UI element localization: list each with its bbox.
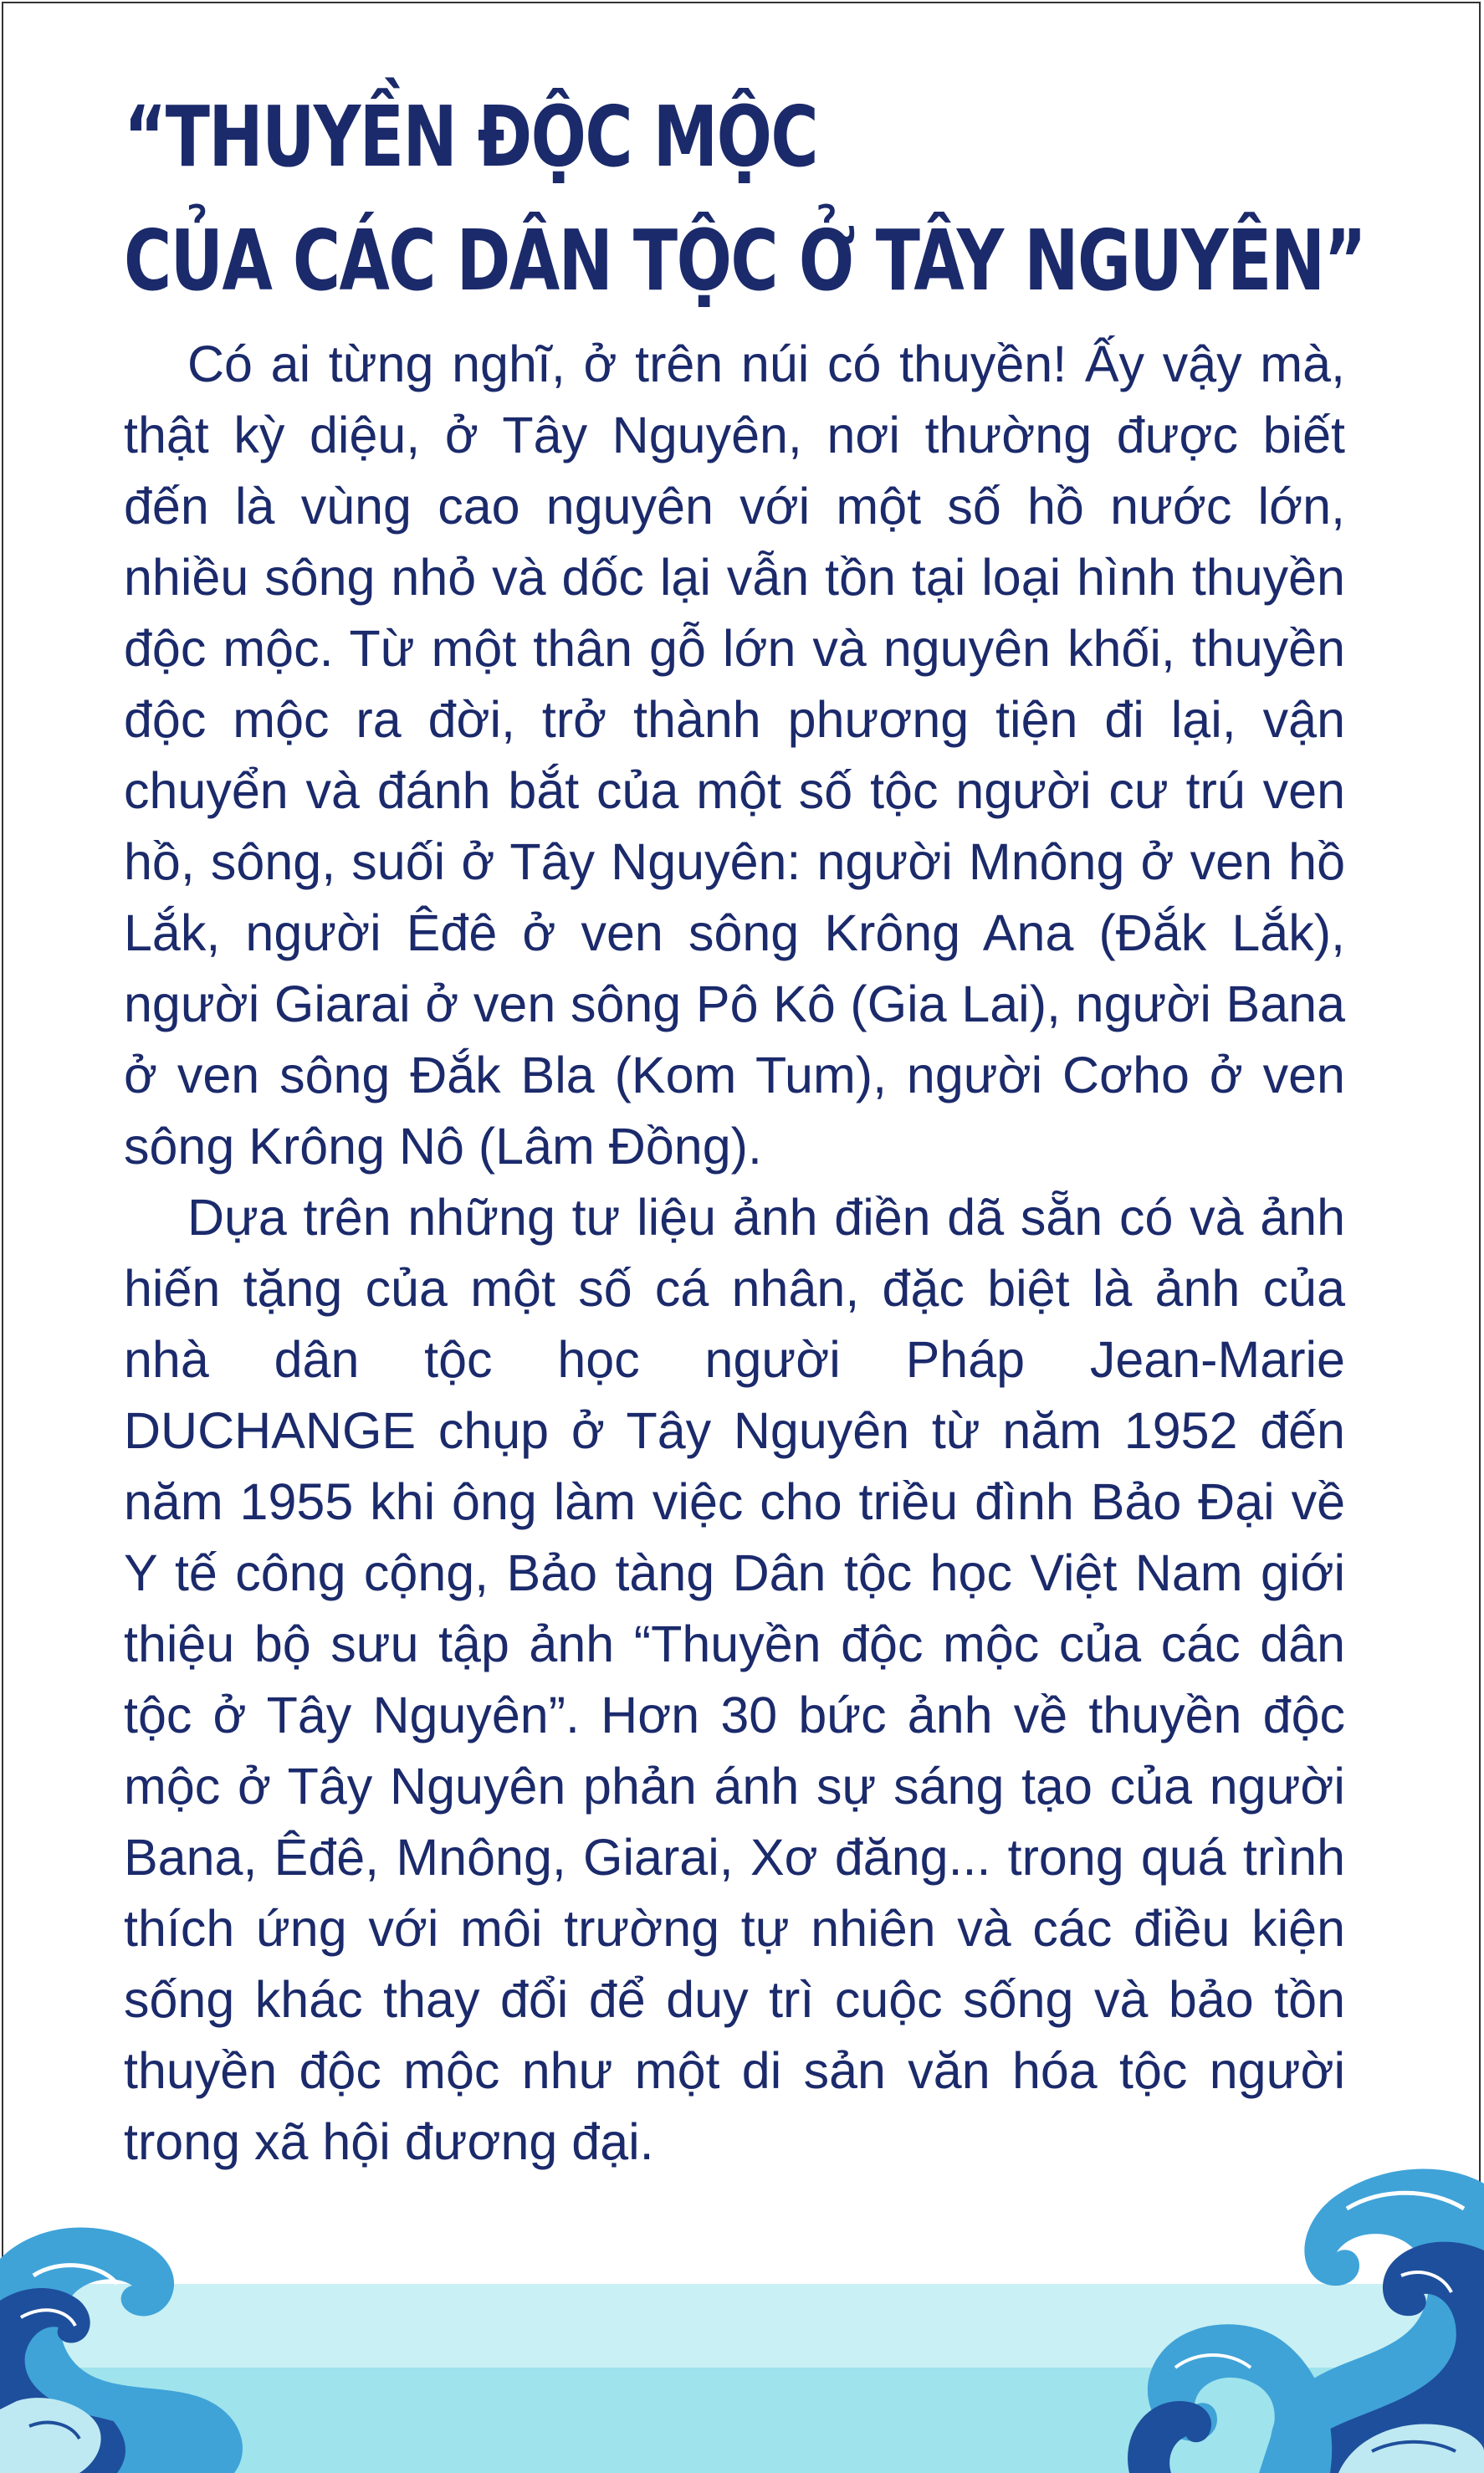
paragraph-2: Dựa trên những tư liệu ảnh điền dã sẵn có và ảnh hiến tặng của một số cá nhân, đặc biệt là ảnh của nhà dân tộc học người Pháp Jean-Marie DUCHANGE chụp ở Tây Nguyên từ năm 1952 đến năm 1955 khi ông làm việc cho triều đình Bảo Đại về Y tế công cộng, Bảo tàng Dân tộc học Việt Nam giới thiệu bộ sưu tập ảnh “Thuyền độc mộc của các dân tộc ở Tây Nguyên”. Hơn 30 bức ảnh về thuyền độc mộc ở Tây Nguyên phản ánh sự sáng tạo của người Bana, Êđê, Mnông, Giarai, Xơ đăng... trong quá trình thích ứng với môi trường tự nhiên và các điều kiện sống khác thay đổi để duy trì cuộc sống và bảo tồn thuyền độc mộc như một di sản văn hóa tộc người trong xã hội đương đại.: [124, 1189, 1345, 2170]
article-body: [124, 329, 1345, 2178]
wave-decoration-icon: [0, 2150, 1484, 2473]
title-line-2: CỦA CÁC DÂN TỘC Ở TÂY NGUYÊN”: [124, 212, 1366, 310]
title-line-1: “THUYỀN ĐỘC MỘC: [124, 88, 818, 186]
paragraph-1: Có ai từng nghĩ, ở trên núi có thuyền! Ấy vậy mà, thật kỳ diệu, ở Tây Nguyên, nơi thường được biết đến là vùng cao nguyên với một số hồ nước lớn, nhiều sông nhỏ và dốc lại vẫn tồn tại loại hình thuyền độc mộc. Từ một thân gỗ lớn và nguyên khối, thuyền độc mộc ra đời, trở thành phương tiện đi lại, vận chuyển và đánh bắt của một số tộc người cư trú ven hồ, sông, suối ở Tây Nguyên: người Mnông ở ven hồ Lắk, người Êđê ở ven sông Krông Ana (Đắk Lắk), người Giarai ở ven sông Pô Kô (Gia Lai), người Bana ở ven sông Đắk Bla (Kom Tum), người Cơho ở ven sông Krông Nô (Lâm Đồng).: [124, 335, 1345, 1175]
page-title: [124, 75, 1366, 323]
